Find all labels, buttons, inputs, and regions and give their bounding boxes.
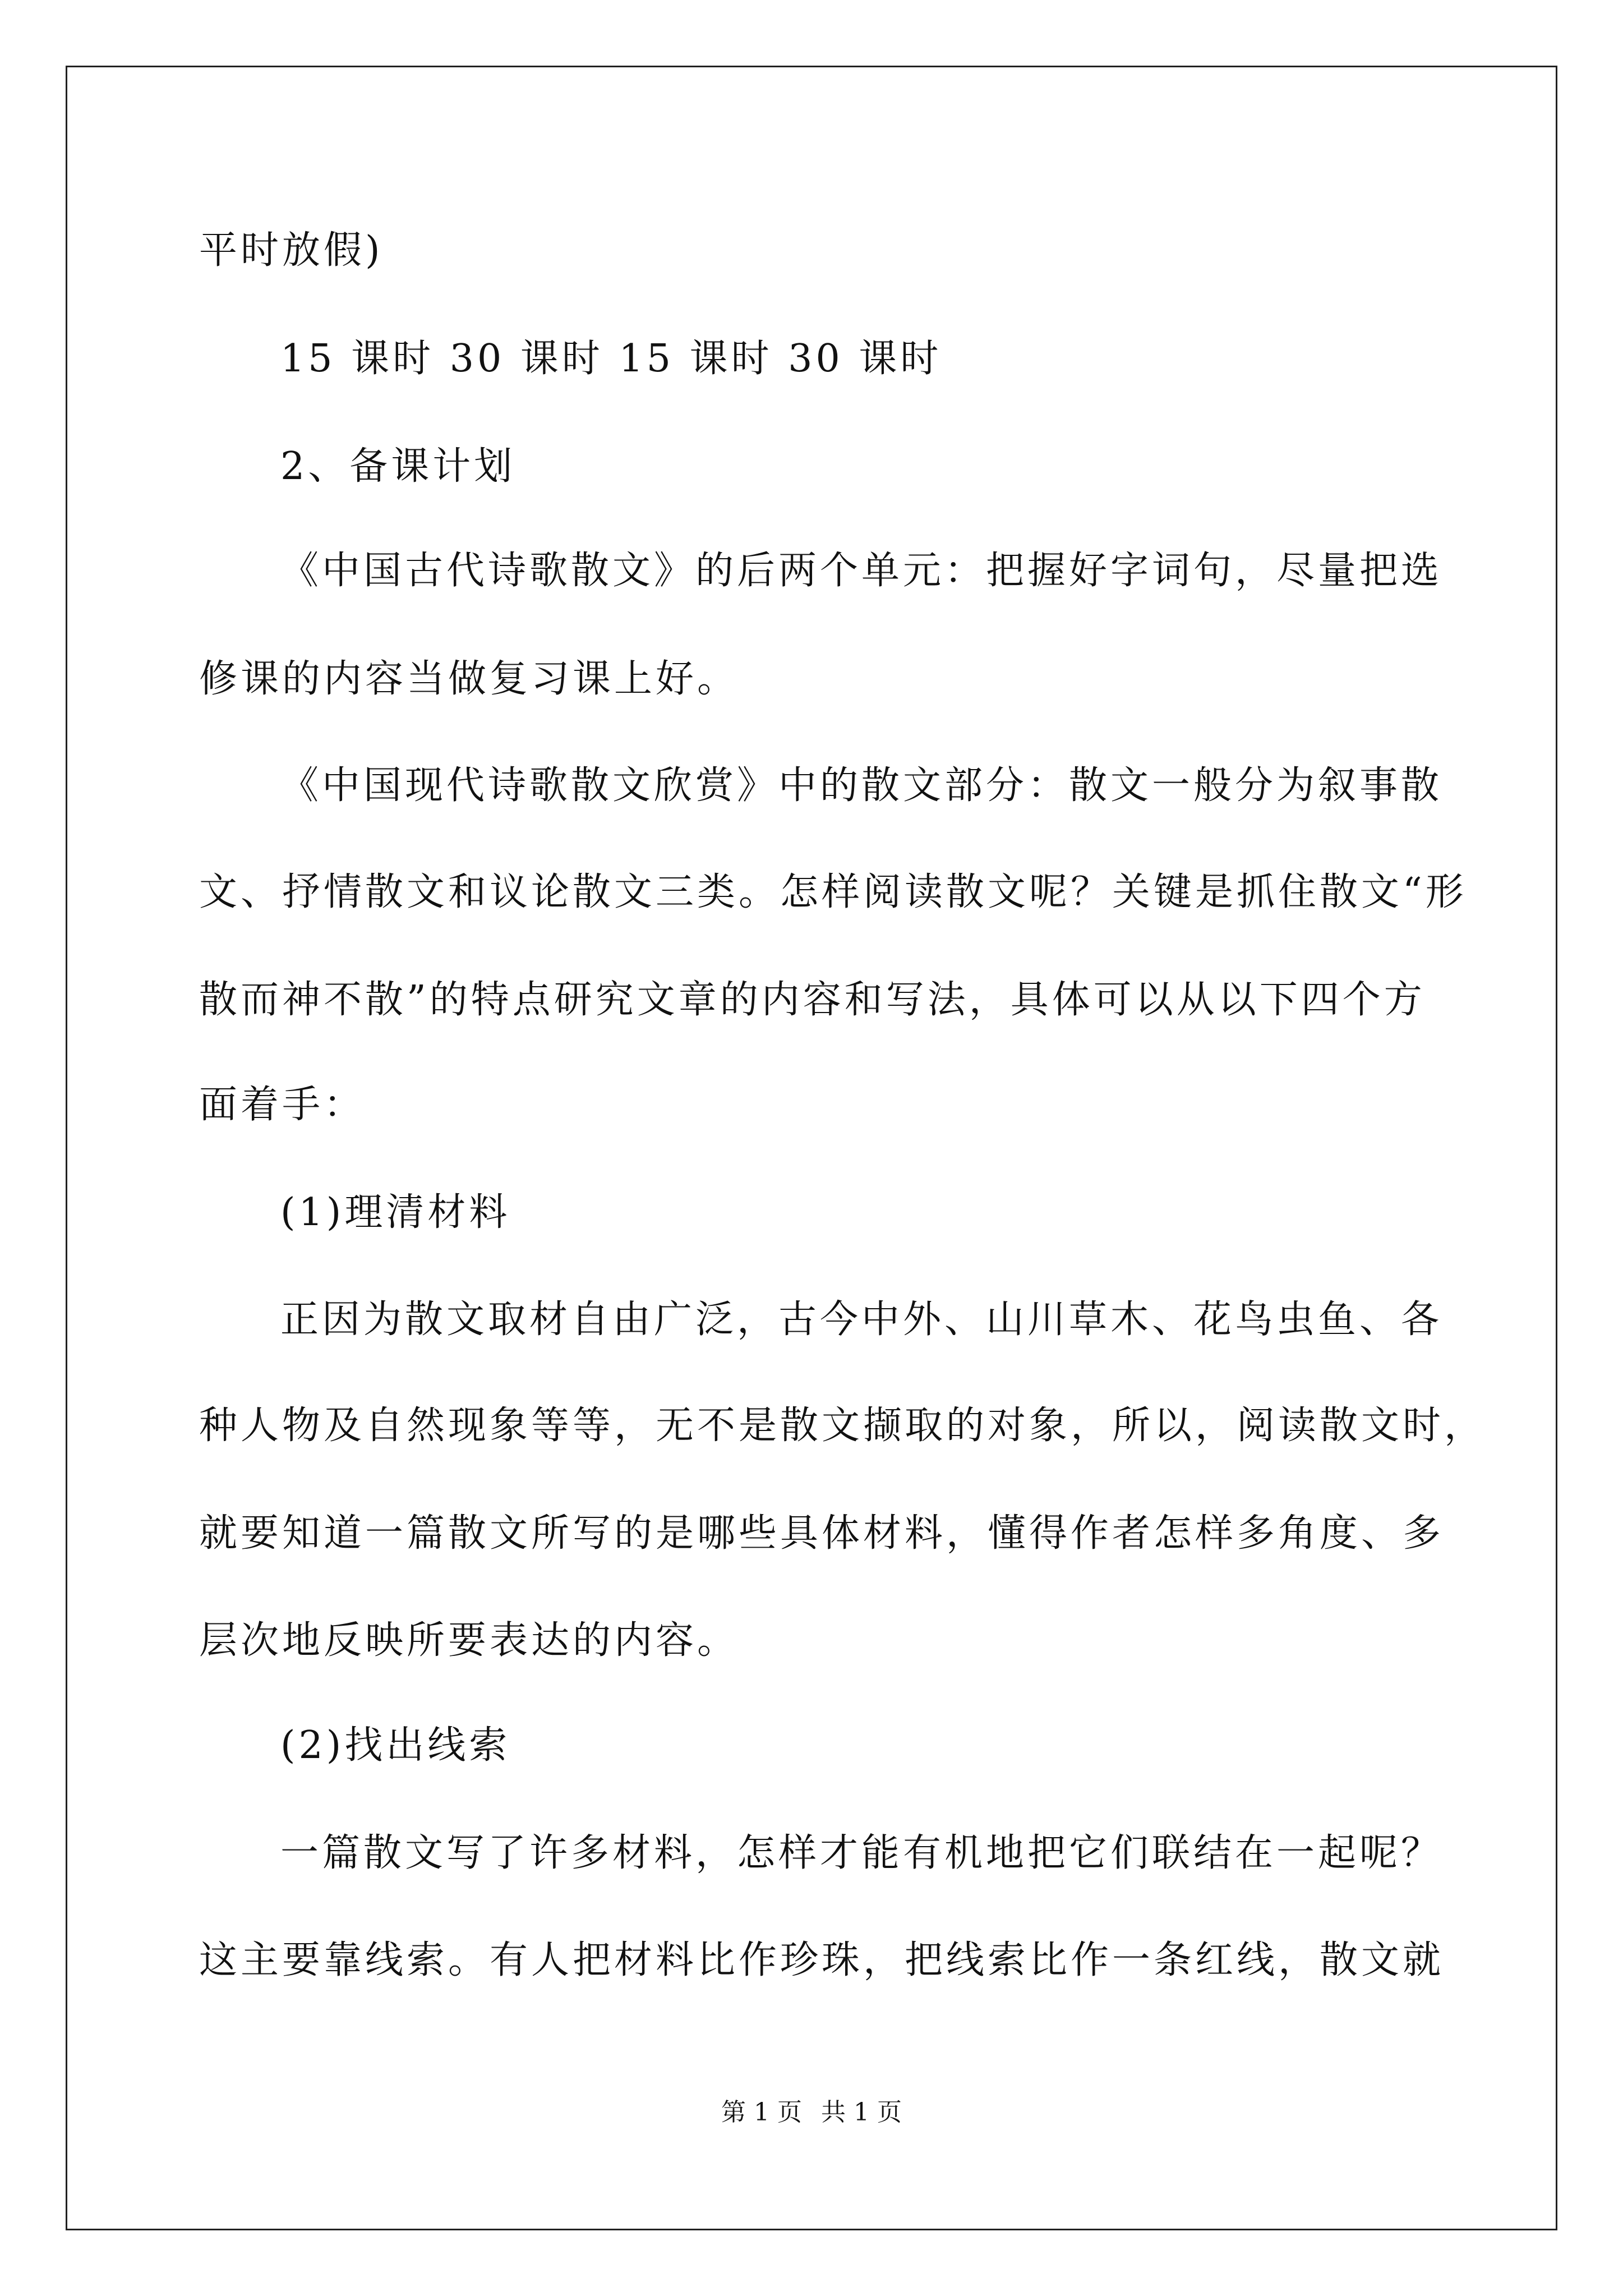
page-border xyxy=(66,66,1557,2230)
paragraph-line: 正因为散文取材自由广泛，古今中外、山川草木、花鸟虫鱼、各 xyxy=(280,1297,1443,1342)
subheading: (2)找出线索 xyxy=(280,1723,511,1768)
paragraph-line: 《中国古代诗歌散文》的后两个单元：把握好字词句，尽量把选 xyxy=(280,549,1443,593)
paragraph-line: 一篇散文写了许多材料，怎样才能有机地把它们联结在一起呢？ xyxy=(280,1831,1443,1875)
paragraph-line: 这主要靠线索。有人把材料比作珍珠，把线索比作一条红线，散文就 xyxy=(199,1938,1445,1982)
paragraph-line: 散而神不散”的特点研究文章的内容和写法，具体可以从以下四个方 xyxy=(199,978,1426,1022)
paragraph-line: 修课的内容当做复习课上好。 xyxy=(199,657,739,701)
total-pages-label: 共 1 页 xyxy=(821,2098,902,2127)
paragraph-line: 层次地反映所要表达的内容。 xyxy=(199,1618,739,1663)
text-line: 平时放假) xyxy=(199,228,384,273)
paragraph-line: 面着手： xyxy=(199,1083,366,1127)
section-heading: 2、备课计划 xyxy=(280,444,516,489)
current-page-label: 第 1 页 xyxy=(721,2098,802,2127)
subheading: (1)理清材料 xyxy=(280,1190,511,1235)
page-footer xyxy=(0,2096,1623,2129)
paragraph-line: 《中国现代诗歌散文欣赏》中的散文部分：散文一般分为叙事散 xyxy=(280,763,1443,808)
text-line: 15 课时 30 课时 15 课时 30 课时 xyxy=(280,337,942,381)
paragraph-line: 文、抒情散文和议论散文三类。怎样阅读散文呢？关键是抓住散文“形 xyxy=(199,870,1467,914)
paragraph-line: 种人物及自然现象等等，无不是散文撷取的对象，所以，阅读散文时， xyxy=(199,1404,1486,1448)
paragraph-line: 就要知道一篇散文所写的是哪些具体材料，懂得作者怎样多角度、多 xyxy=(199,1511,1445,1556)
